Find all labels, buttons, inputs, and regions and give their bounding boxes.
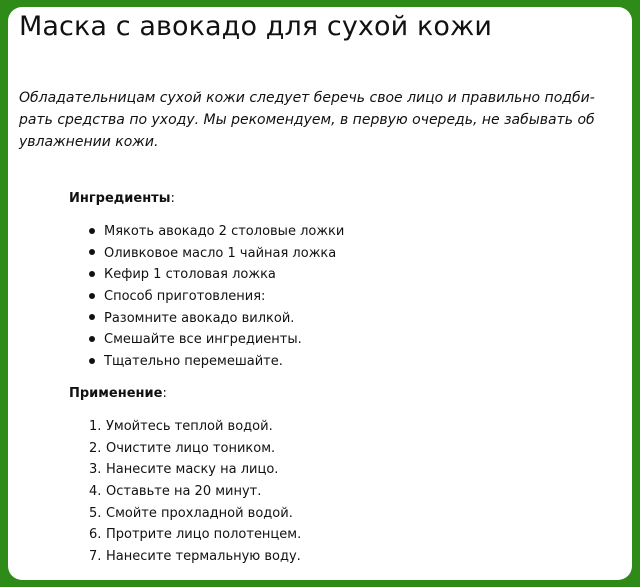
ingredient-text: Способ приготовления: <box>104 289 266 305</box>
step-item <box>89 503 301 525</box>
step-item <box>89 481 301 503</box>
ingredient-item <box>89 286 344 308</box>
ingredient-item <box>89 351 344 373</box>
step-number: 7. <box>89 549 102 565</box>
ingredients-heading-text: Ингредиенты <box>69 191 171 206</box>
step-number: 3. <box>89 462 102 478</box>
step-text: Очистите лицо тоником. <box>106 440 276 456</box>
ingredient-text: Кефир 1 столовая ложка <box>104 267 276 283</box>
ingredient-text: Оливковое масло 1 чайная ложка <box>104 245 337 261</box>
step-text: Нанесите маску на лицо. <box>106 462 279 478</box>
ingredient-text: Мякоть авокадо 2 столовые ложки <box>104 224 345 239</box>
step-number: 4. <box>89 484 102 500</box>
ingredient-item <box>89 329 344 351</box>
usage-heading-text: Применение <box>69 386 163 401</box>
ingredient-item <box>89 221 344 243</box>
step-text: Смойте прохладной водой. <box>106 505 293 521</box>
bullet-icon <box>89 249 95 255</box>
ingredients-heading: Ингредиенты: <box>69 191 175 206</box>
step-item <box>89 438 301 460</box>
step-number: 5. <box>89 505 102 521</box>
ingredient-text: Смешайте все ингредиенты. <box>104 332 302 348</box>
step-item <box>89 459 301 481</box>
bullet-icon <box>89 336 95 342</box>
step-number: 2. <box>89 440 102 456</box>
step-text: Протрите лицо полотенцем. <box>106 527 302 543</box>
article-card <box>8 7 632 580</box>
bullet-icon <box>89 271 95 277</box>
usage-heading: Применение: <box>69 386 167 401</box>
ingredient-item <box>89 264 344 286</box>
intro-paragraph: Обладательницам сухой кожи следует беречь свое лицо и правильно подби-рать средства по уходу. Мы рекомендуем, в первую очередь, не забывать об увлажнении кожи. <box>19 90 595 150</box>
ingredient-text: Разомните авокадо вилкой. <box>104 310 295 326</box>
step-item <box>89 546 301 568</box>
step-number: 1. <box>89 419 102 434</box>
ingredients-list <box>89 221 344 373</box>
step-text: Оставьте на 20 минут. <box>106 484 262 500</box>
step-text: Нанесите термальную воду. <box>106 549 301 565</box>
article-title: Маска с авокадо для сухой кожи <box>19 11 493 42</box>
step-item <box>89 416 301 438</box>
ingredient-item <box>89 243 344 265</box>
usage-steps-list <box>89 416 301 568</box>
bullet-icon <box>89 358 95 364</box>
ingredient-item <box>89 308 344 330</box>
ingredient-text: Тщательно перемешайте. <box>104 354 283 370</box>
bullet-icon <box>89 314 95 320</box>
bullet-icon <box>89 293 95 299</box>
step-text: Умойтесь теплой водой. <box>106 419 273 434</box>
step-number: 6. <box>89 527 102 543</box>
step-item <box>89 524 301 546</box>
bullet-icon <box>89 228 95 234</box>
